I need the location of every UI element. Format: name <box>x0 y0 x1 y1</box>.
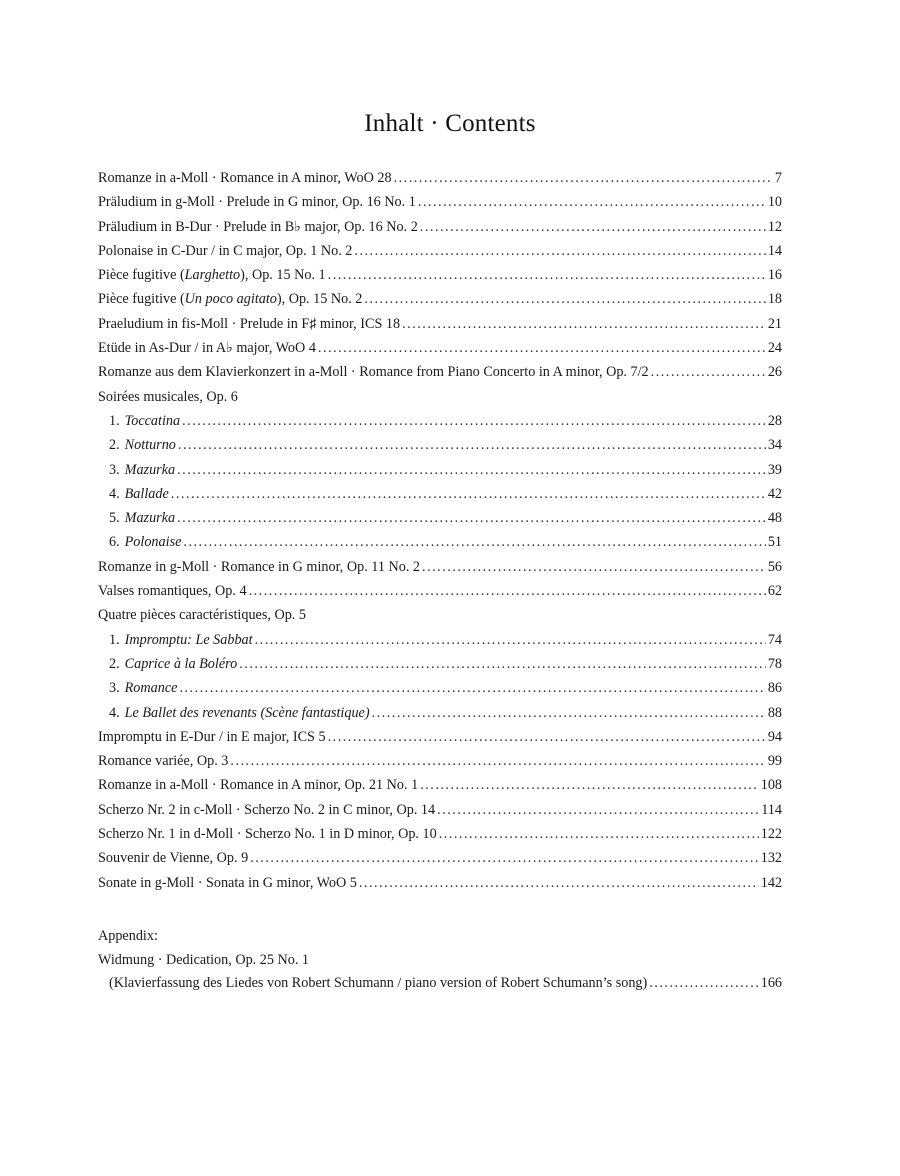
toc-entry-title <box>98 170 392 187</box>
toc-entry-text: ), Op. 15 No. 2 <box>276 291 363 308</box>
dot-leader <box>178 437 766 454</box>
dot-leader <box>359 875 759 892</box>
dot-leader <box>437 802 759 819</box>
dot-leader <box>318 340 766 357</box>
toc-entry-text: Romanze in g-Moll · Romance in G minor, Op. 11 No. 2 <box>98 558 421 575</box>
toc-entry-title <box>109 680 177 697</box>
toc-entry-title <box>109 462 175 479</box>
toc-page-number: 94 <box>767 728 782 745</box>
toc-entry-italic-text: Un poco agitato <box>184 291 277 308</box>
page-title: Inhalt · Contents <box>364 110 536 137</box>
toc-entry <box>98 656 782 680</box>
toc-entry-title <box>98 364 649 381</box>
appendix-heading: Appendix: <box>98 928 158 944</box>
toc-entry <box>98 850 782 874</box>
toc-list <box>98 170 782 899</box>
toc-entry-title <box>98 583 247 600</box>
dot-leader <box>420 777 759 794</box>
toc-page-number: 21 <box>767 315 782 332</box>
toc-entry-text: Präludium in g-Moll · Prelude in G minor, Op. 16 No. 1 <box>98 194 416 211</box>
toc-entry <box>98 291 782 315</box>
toc-entry-text: Impromptu in E-Dur / in E major, ICS 5 <box>98 728 326 745</box>
dot-leader <box>439 826 759 843</box>
toc-entry-text: Souvenir de Vienne, Op. 9 <box>98 850 249 867</box>
toc-entry-title <box>98 389 238 406</box>
appendix-entry-detail <box>98 975 782 999</box>
toc-entry-text: Quatre pièces caractéristiques, Op. 5 <box>98 607 306 624</box>
toc-entry-title <box>98 753 228 770</box>
dot-leader <box>328 267 766 284</box>
toc-entry-number: 4. <box>109 485 120 502</box>
toc-entry-title <box>109 486 169 503</box>
toc-entry-italic-text: Mazurka <box>124 510 176 527</box>
toc-entry-text: Romanze in a-Moll · Romance in A minor, Op. 21 No. 1 <box>98 777 419 794</box>
dot-leader <box>249 583 766 600</box>
toc-entry-title <box>98 243 352 260</box>
toc-entry-title <box>109 632 253 649</box>
toc-entry-text: Valses romantiques, Op. 4 <box>98 583 247 600</box>
toc-entry-title <box>98 850 248 867</box>
toc-entry-text: Scherzo Nr. 2 in c-Moll · Scherzo No. 2 in C minor, Op. 14 <box>98 801 436 818</box>
dot-leader <box>420 219 766 236</box>
toc-entry-number: 2. <box>109 437 120 454</box>
toc-entry-italic-text: Caprice à la Boléro <box>124 655 238 672</box>
toc-page-number: 62 <box>767 583 782 600</box>
dot-leader <box>422 559 766 576</box>
toc-entry-italic-text: Impromptu: Le Sabbat <box>124 631 253 648</box>
toc-entry-number: 1. <box>109 412 120 429</box>
toc-group-heading <box>98 607 782 631</box>
toc-entry-text: Pièce fugitive ( <box>98 267 185 284</box>
toc-page-number: 56 <box>767 558 782 575</box>
toc-entry <box>98 340 782 364</box>
toc-entry-text: Polonaise in C-Dur / in C major, Op. 1 No. 2 <box>98 242 353 259</box>
toc-entry-title <box>98 729 326 746</box>
toc-page-number: 114 <box>761 801 782 818</box>
dot-leader <box>328 729 766 746</box>
toc-page-number: 16 <box>767 267 782 284</box>
dot-leader <box>171 486 766 503</box>
toc-page-number: 132 <box>760 850 782 867</box>
toc-entry-italic-text: Mazurka <box>124 461 176 478</box>
dot-leader <box>230 753 765 770</box>
dot-leader <box>177 462 766 479</box>
toc-entry-text: Romance variée, Op. 3 <box>98 753 229 770</box>
toc-entry-text: Etüde in As-Dur / in A♭ major, WoO 4 <box>98 340 316 357</box>
toc-group-heading <box>98 389 782 413</box>
toc-entry <box>98 875 782 899</box>
toc-entry-title <box>109 534 181 551</box>
toc-entry <box>98 510 782 534</box>
toc-entry <box>98 826 782 850</box>
toc-entry-title <box>98 194 416 211</box>
toc-entry <box>98 413 782 437</box>
toc-entry-number: 3. <box>109 680 120 697</box>
toc-entry <box>98 705 782 729</box>
toc-entry-title <box>109 413 180 430</box>
toc-entry <box>98 462 782 486</box>
toc-entry-title <box>98 875 357 892</box>
toc-entry-number: 1. <box>109 631 120 648</box>
toc-page-number: 51 <box>767 534 782 551</box>
toc-entry-title <box>98 607 306 624</box>
dot-leader <box>651 364 766 381</box>
toc-entry-title <box>98 316 400 333</box>
toc-entry <box>98 534 782 558</box>
toc-entry-text: ), Op. 15 No. 1 <box>240 267 326 284</box>
toc-entry <box>98 680 782 704</box>
toc-entry-text: Scherzo Nr. 1 in d-Moll · Scherzo No. 1 in D minor, Op. 10 <box>98 826 437 843</box>
toc-page-number: 48 <box>767 510 782 527</box>
toc-entry-text: Romanze in a-Moll · Romance in A minor, WoO 28 <box>98 170 392 186</box>
toc-entry-title <box>98 267 326 284</box>
appendix-entry-title: Widmung · Dedication, Op. 25 No. 1 <box>98 952 310 968</box>
toc-entry-text: Pièce fugitive ( <box>98 291 185 308</box>
toc-entry-title <box>109 510 175 527</box>
toc-entry <box>98 802 782 826</box>
toc-entry-text: Präludium in B-Dur · Prelude in B♭ major, Op. 16 No. 2 <box>98 218 418 235</box>
toc-page-number: 24 <box>767 340 782 357</box>
dot-leader <box>394 170 773 187</box>
toc-page-number: 10 <box>767 194 782 211</box>
toc-entry <box>98 219 782 243</box>
toc-entry-title <box>98 219 418 236</box>
dot-leader <box>402 316 766 333</box>
toc-entry-title <box>98 559 420 576</box>
toc-page-number: 99 <box>767 753 782 770</box>
dot-leader <box>183 534 765 551</box>
toc-entry-number: 2. <box>109 655 120 672</box>
toc-entry-text: Praeludium in fis-Moll · Prelude in F♯ minor, ICS 18 <box>98 315 401 332</box>
toc-entry-title <box>98 777 418 794</box>
toc-page-number: 12 <box>767 218 782 235</box>
appendix-section <box>98 928 782 999</box>
toc-page-number: 42 <box>767 485 782 502</box>
toc-entry <box>98 194 782 218</box>
toc-entry <box>98 583 782 607</box>
toc-entry <box>98 559 782 583</box>
toc-entry-italic-text: Le Ballet des revenants (Scène fantastique) <box>124 704 370 721</box>
toc-entry <box>98 729 782 753</box>
toc-entry-italic-text: Romance <box>124 680 178 697</box>
toc-entry-text: Sonate in g-Moll · Sonata in G minor, WoO 5 <box>98 874 357 891</box>
dot-leader <box>177 510 766 527</box>
toc-page-number: 26 <box>767 364 782 381</box>
toc-page-number: 78 <box>767 655 782 672</box>
toc-page-number: 122 <box>760 826 782 843</box>
toc-entry-title <box>98 802 435 819</box>
dot-leader <box>182 413 766 430</box>
toc-entry-italic-text: Larghetto <box>184 267 241 284</box>
toc-page-number: 39 <box>767 461 782 478</box>
toc-page-number: 28 <box>767 412 782 429</box>
toc-entry <box>98 170 782 194</box>
toc-entry-number: 6. <box>109 534 120 551</box>
toc-entry-title <box>109 437 176 454</box>
toc-entry-text: Soirées musicales, Op. 6 <box>98 388 238 405</box>
toc-page-number: 108 <box>760 777 782 794</box>
toc-entry <box>98 437 782 461</box>
toc-entry-text: Romanze aus dem Klavierkonzert in a-Moll · Romance from Piano Concerto in A minor, Op. 7/2 <box>98 364 649 381</box>
toc-page-number: 14 <box>767 242 782 259</box>
dot-leader <box>250 850 759 867</box>
dot-leader <box>255 632 766 649</box>
toc-entry-italic-text: Toccatina <box>124 412 181 429</box>
toc-entry <box>98 267 782 291</box>
toc-page-number: 88 <box>767 704 782 721</box>
toc-entry-title <box>109 656 237 673</box>
toc-entry <box>98 316 782 340</box>
toc-page-number: 34 <box>767 437 782 454</box>
toc-entry-title <box>98 291 362 308</box>
toc-entry-title <box>98 340 316 357</box>
toc-entry <box>98 243 782 267</box>
dot-leader <box>649 975 758 992</box>
toc-entry <box>98 777 782 801</box>
toc-page-number: 18 <box>767 291 782 308</box>
toc-entry-italic-text: Polonaise <box>124 534 182 551</box>
toc-page-number: 86 <box>767 680 782 697</box>
toc-page-number: 74 <box>767 631 782 648</box>
toc-entry-title <box>109 705 370 722</box>
toc-entry <box>98 632 782 656</box>
dot-leader <box>364 291 765 308</box>
toc-page-number: 7 <box>774 170 782 186</box>
dot-leader <box>239 656 766 673</box>
toc-entry <box>98 753 782 777</box>
appendix-entry-note: (Klavierfassung des Liedes von Robert Schumann / piano version of Robert Schumann’s song) <box>109 975 648 991</box>
dot-leader <box>418 194 766 211</box>
dot-leader <box>354 243 765 260</box>
toc-entry-number: 4. <box>109 704 120 721</box>
toc-entry-italic-text: Ballade <box>124 485 169 502</box>
toc-entry-number: 3. <box>109 461 120 478</box>
toc-entry <box>98 486 782 510</box>
toc-page-number: 142 <box>760 874 782 891</box>
dot-leader <box>179 680 765 697</box>
dot-leader <box>372 705 766 722</box>
appendix-page-number: 166 <box>760 975 782 991</box>
toc-entry <box>98 364 782 388</box>
toc-entry-title <box>98 826 437 843</box>
toc-entry-number: 5. <box>109 510 120 527</box>
toc-entry-italic-text: Notturno <box>124 437 176 454</box>
